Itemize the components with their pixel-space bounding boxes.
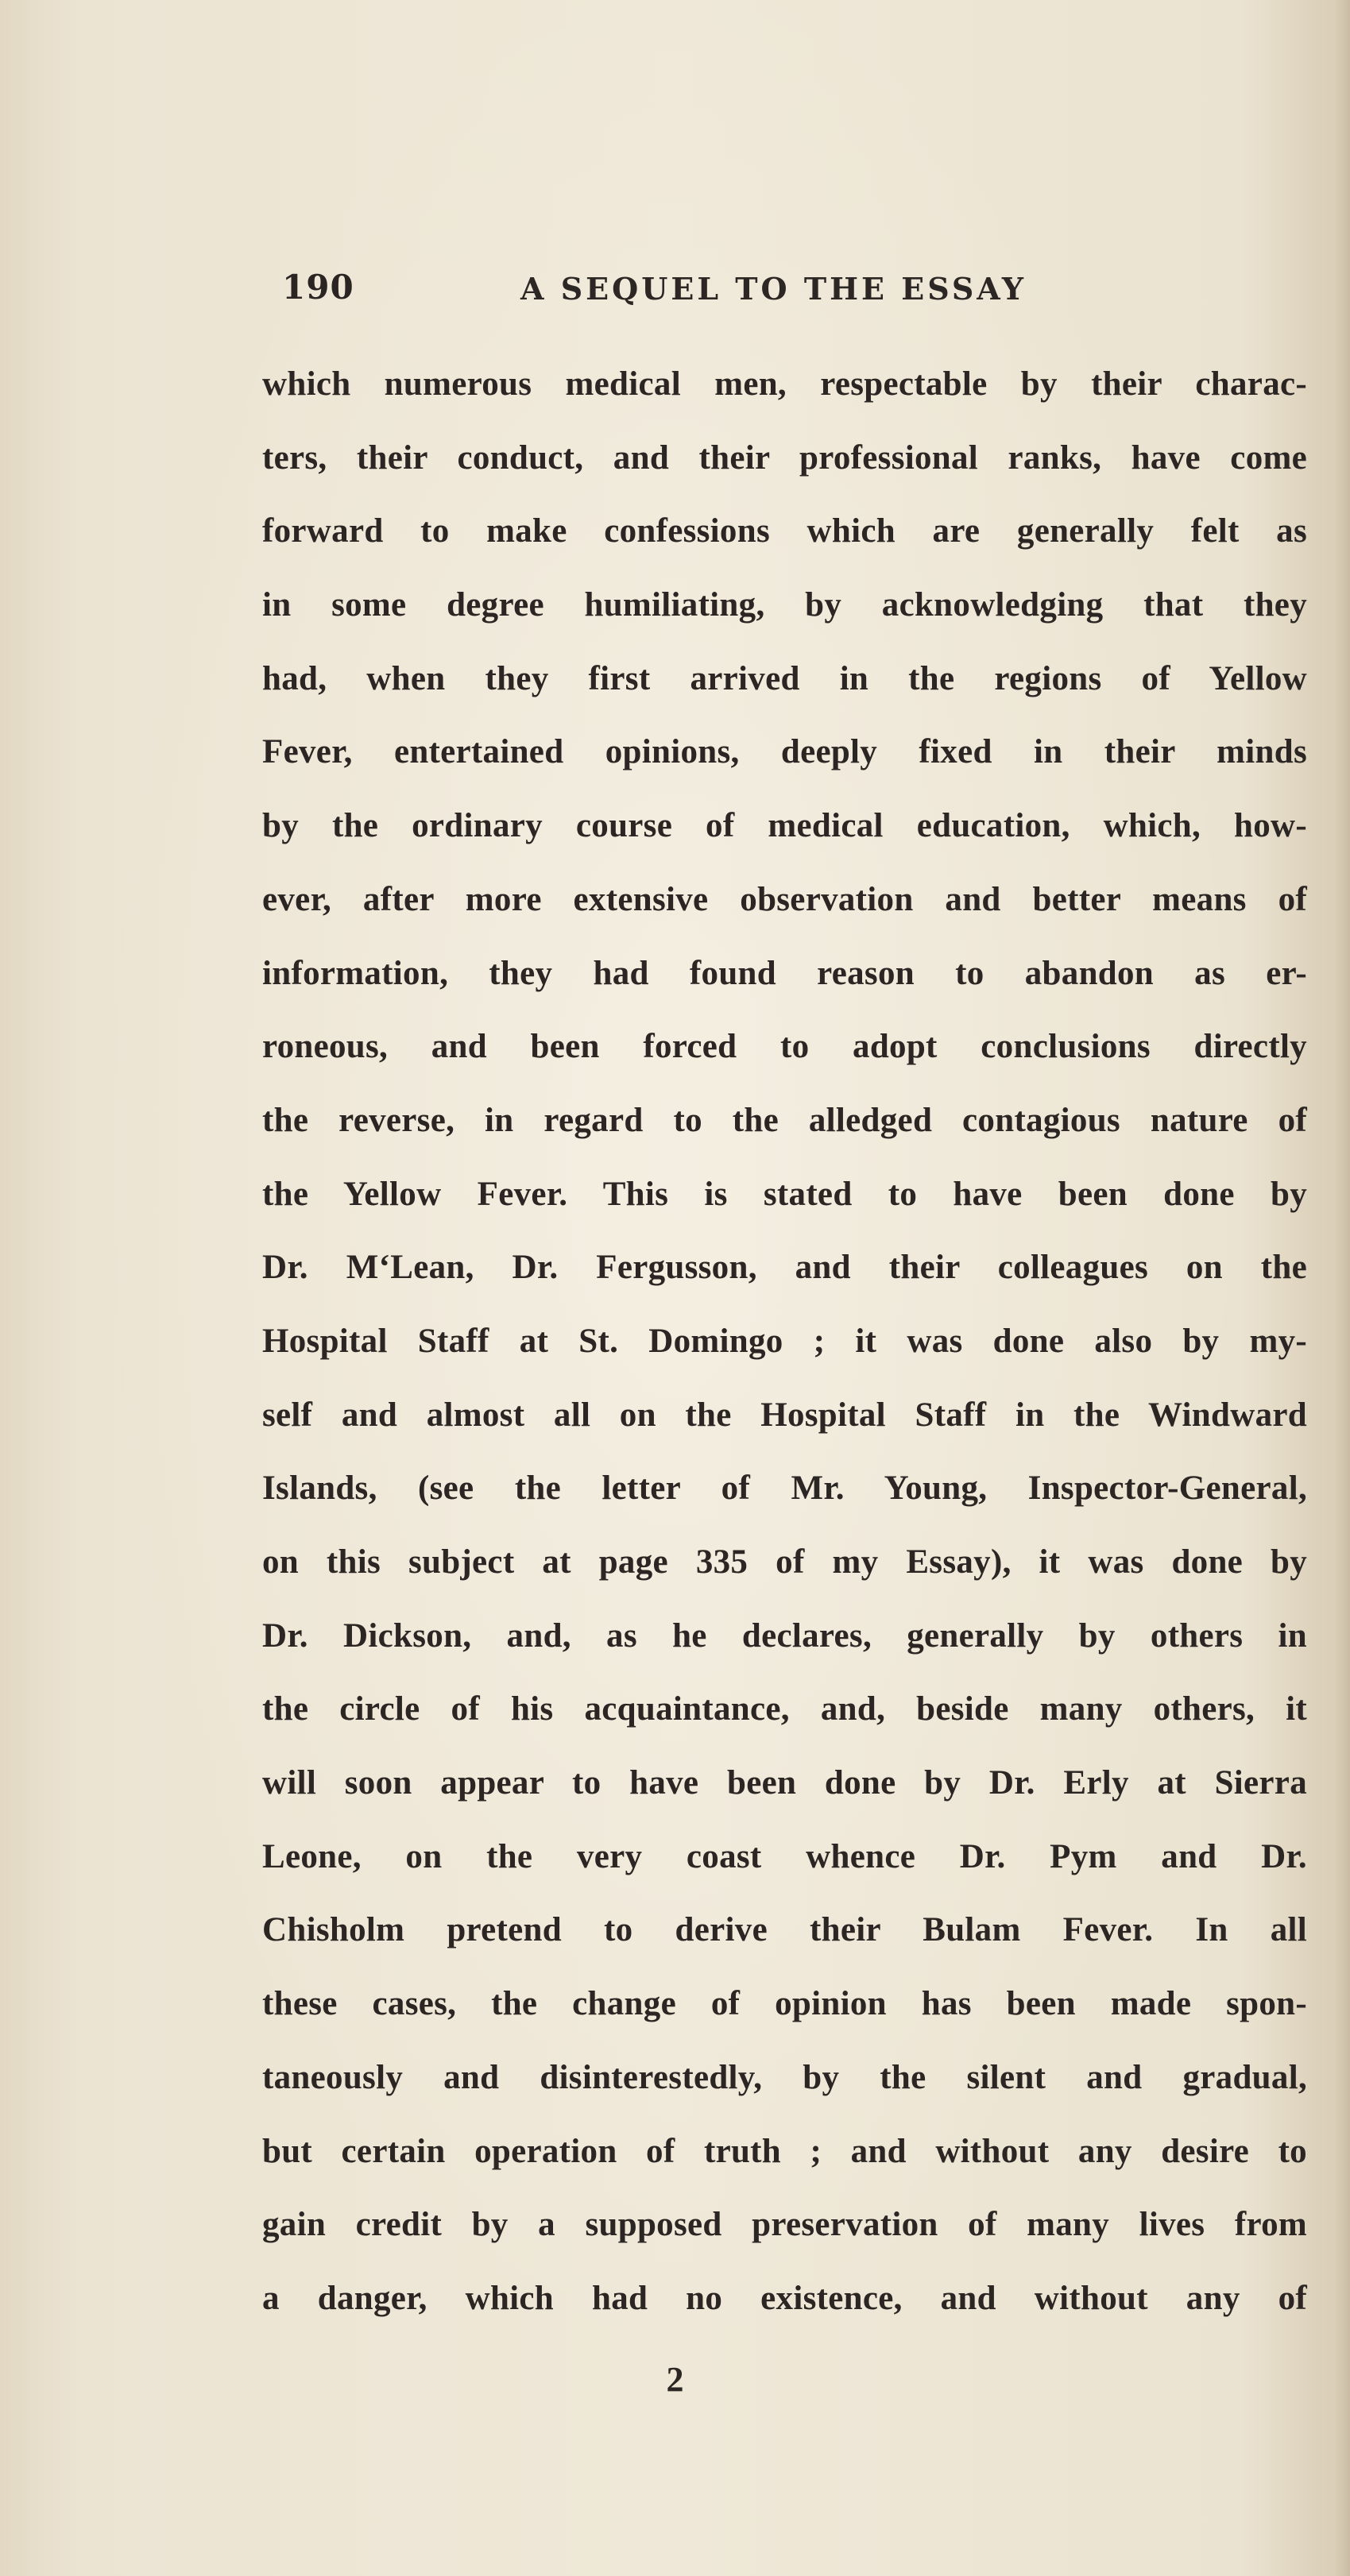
text-line: a danger, which had no existence, and without any of xyxy=(262,2279,1307,2317)
text-line: the Yellow Fever. This is stated to have been done by xyxy=(262,1175,1307,1213)
text-line: Chisholm pretend to derive their Bulam Fever. In all xyxy=(262,1911,1307,1949)
text-line: Leone, on the very coast whence Dr. Pym and Dr. xyxy=(262,1837,1307,1875)
running-title: A SEQUEL TO THE ESSAY xyxy=(520,271,1027,307)
text-line: Islands, (see the letter of Mr. Young, Inspector-General, xyxy=(262,1470,1307,1508)
text-line: ters, their conduct, and their professional ranks, have come xyxy=(262,438,1307,477)
page-number: 190 xyxy=(282,268,354,307)
text-line: Hospital Staff at St. Domingo ; it was done also by my- xyxy=(262,1322,1307,1360)
signature-mark: 2 xyxy=(666,2360,684,2399)
text-line: but certain operation of truth ; and without any desire to xyxy=(262,2132,1307,2170)
body-text xyxy=(262,348,1307,2336)
text-line: Dr. M‘Lean, Dr. Fergusson, and their colleagues on the xyxy=(262,1249,1307,1287)
text-line: the circle of his acquaintance, and, beside many others, it xyxy=(262,1690,1307,1728)
text-line: self and almost all on the Hospital Staff in the Windward xyxy=(262,1396,1307,1434)
text-line: these cases, the change of opinion has been made spon- xyxy=(262,1985,1307,2023)
text-line: roneous, and been forced to adopt conclusions directly xyxy=(262,1028,1307,1066)
text-line: on this subject at page 335 of my Essay), it was done by xyxy=(262,1543,1307,1581)
text-line: which numerous medical men, respectable by their charac- xyxy=(262,365,1307,403)
text-line: taneously and disinterestedly, by the silent and gradual, xyxy=(262,2058,1307,2096)
running-head xyxy=(282,268,1350,315)
text-line: information, they had found reason to abandon as er- xyxy=(262,954,1307,992)
text-line: Dr. Dickson, and, as he declares, generally by others in xyxy=(262,1616,1307,1655)
text-line: had, when they first arrived in the regions of Yellow xyxy=(262,659,1307,697)
text-line: the reverse, in regard to the alledged contagious nature of xyxy=(262,1101,1307,1139)
text-line: by the ordinary course of medical education, which, how- xyxy=(262,807,1307,845)
text-line: forward to make confessions which are generally felt as xyxy=(262,512,1307,550)
text-line: in some degree humiliating, by acknowledging that they xyxy=(262,586,1307,624)
text-line: will soon appear to have been done by Dr. Erly at Sierra xyxy=(262,1764,1307,1802)
text-line: gain credit by a supposed preservation of many lives from xyxy=(262,2206,1307,2244)
text-line: ever, after more extensive observation and better means of xyxy=(262,880,1307,918)
text-line: Fever, entertained opinions, deeply fixed in their minds xyxy=(262,733,1307,771)
